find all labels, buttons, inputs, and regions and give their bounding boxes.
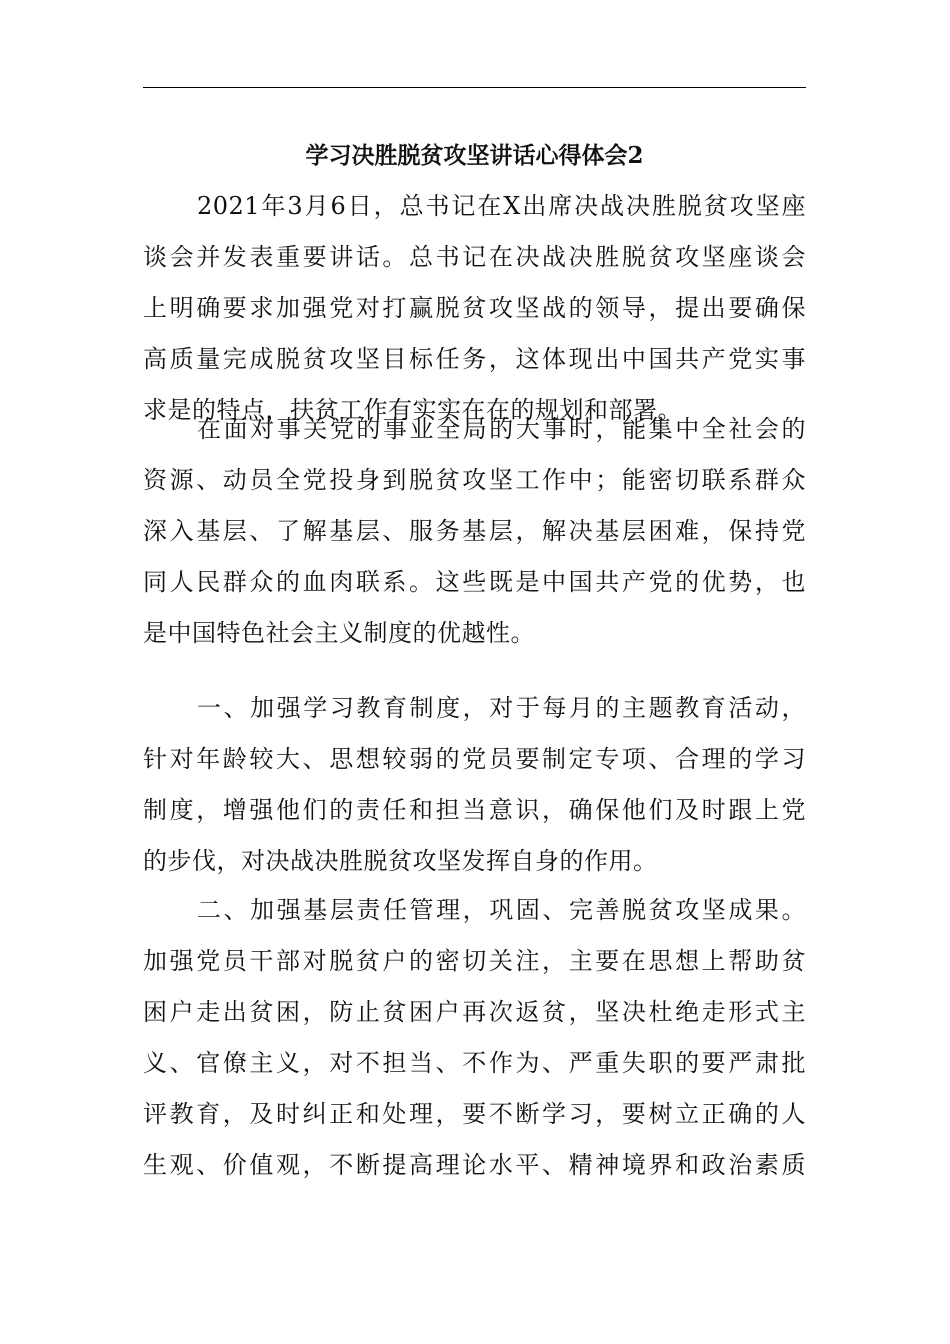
paragraph-line: 制度，增强他们的责任和担当意识，确保他们及时跟上党 (143, 796, 806, 824)
paragraph-line: 2021年3月6日，总书记在X出席决战决胜脱贫攻坚座 (197, 192, 806, 220)
paragraph-line: 同人民群众的血肉联系。这些既是中国共产党的优势，也 (143, 568, 806, 596)
paragraph-line: 二、加强基层责任管理，巩固、完善脱贫攻坚成果。 (197, 896, 806, 924)
paragraph-line: 评教育，及时纠正和处理，要不断学习，要树立正确的人 (143, 1100, 806, 1128)
paragraph-1 (143, 181, 806, 436)
paragraph-3 (143, 683, 806, 887)
paragraph-line: 义、官僚主义，对不担当、不作为、严重失职的要严肃批 (143, 1049, 806, 1077)
paragraph-line: 生观、价值观，不断提高理论水平、精神境界和政治素质 (143, 1151, 806, 1179)
paragraph-line: 上明确要求加强党对打赢脱贫攻坚战的领导，提出要确保 (143, 294, 806, 322)
paragraph-2 (143, 404, 806, 659)
paragraph-line: 深入基层、了解基层、服务基层，解决基层困难，保持党 (143, 517, 806, 545)
paragraph-line: 资源、动员全党投身到脱贫攻坚工作中；能密切联系群众 (143, 466, 806, 494)
paragraph-line: 的步伐，对决战决胜脱贫攻坚发挥自身的作用。 (143, 847, 658, 875)
paragraph-line: 谈会并发表重要讲话。总书记在决战决胜脱贫攻坚座谈会 (143, 243, 806, 271)
paragraph-4 (143, 885, 806, 1191)
paragraph-line: 求是的特点，扶贫工作有实实在在的规划和部署。 (143, 396, 682, 424)
paragraph-line: 一、加强学习教育制度，对于每月的主题教育活动， (197, 694, 806, 722)
paragraph-line: 高质量完成脱贫攻坚目标任务，这体现出中国共产党实事 (143, 345, 806, 373)
paragraph-line: 困户走出贫困，防止贫困户再次返贫，坚决杜绝走形式主 (143, 998, 806, 1026)
header-rule (143, 87, 806, 88)
paragraph-line: 针对年龄较大、思想较弱的党员要制定专项、合理的学习 (143, 745, 806, 773)
document-title: 学习决胜脱贫攻坚讲话心得体会2 (305, 142, 644, 169)
paragraph-line: 在面对事关党的事业全局的大事时，能集中全社会的 (197, 415, 806, 443)
paragraph-line: 加强党员干部对脱贫户的密切关注，主要在思想上帮助贫 (143, 947, 806, 975)
paragraph-line: 是中国特色社会主义制度的优越性。 (143, 619, 535, 647)
